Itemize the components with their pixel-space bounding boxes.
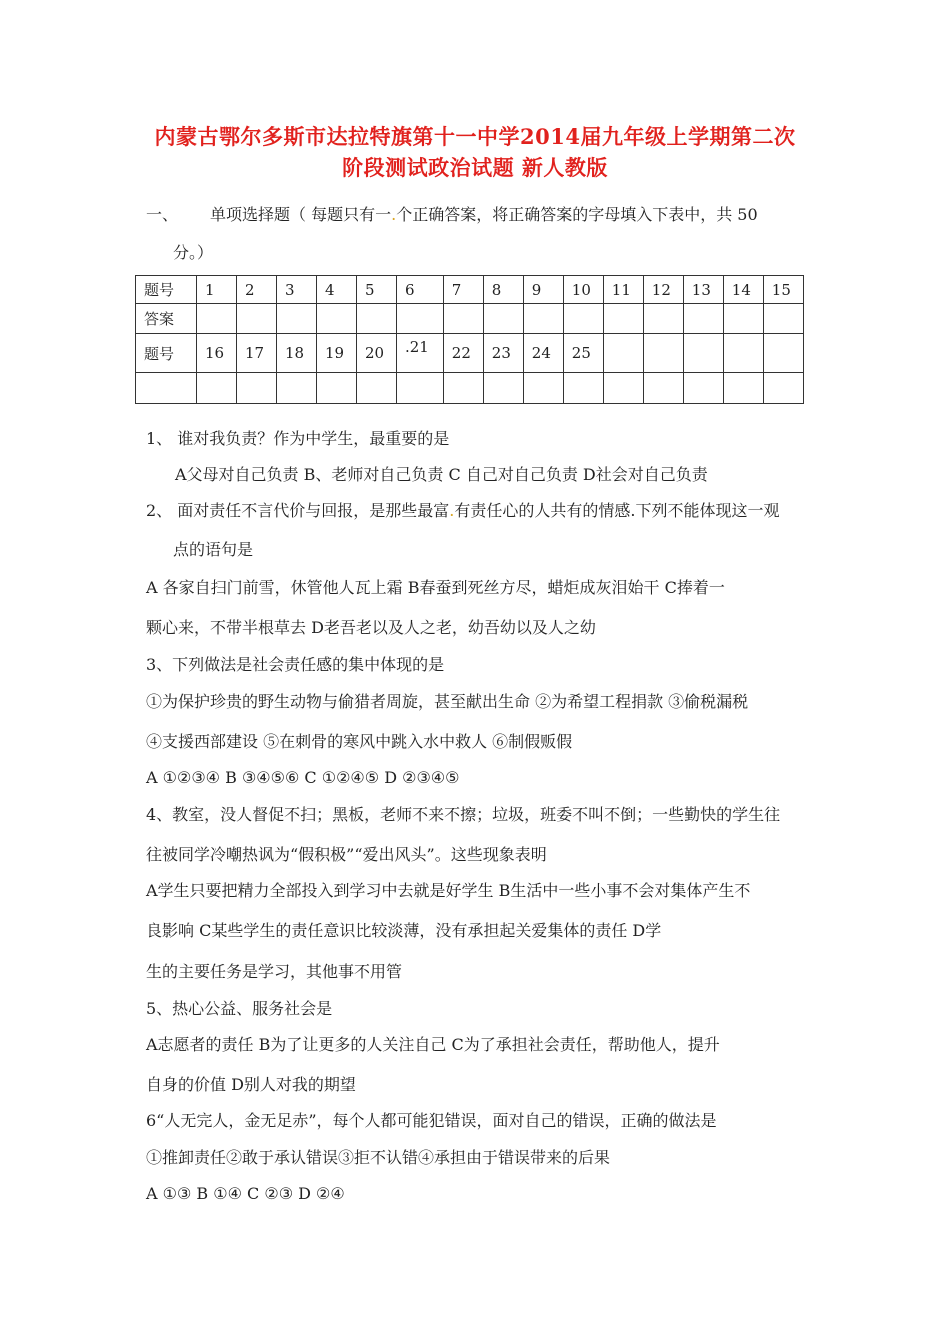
table-cell: 11 bbox=[603, 276, 643, 304]
table-cell: 8 bbox=[483, 276, 523, 304]
table-cell: 4 bbox=[317, 276, 357, 304]
table-cell: 7 bbox=[443, 276, 483, 304]
table-cell: 20 bbox=[357, 334, 397, 373]
table-cell bbox=[723, 334, 763, 373]
answer-cell[interactable] bbox=[443, 304, 483, 334]
question-4-l2: 往被同学冷嘲热讽为“假积极”“爱出风头”。这些现象表明 bbox=[146, 845, 547, 864]
table-cell: 13 bbox=[683, 276, 723, 304]
question-1-options: A父母对自己负责 B、老师对自己负责 C 自己对自己负责 D社会对自己负责 bbox=[175, 465, 708, 484]
table-cell: 6 bbox=[397, 276, 444, 304]
answer-cell[interactable] bbox=[603, 304, 643, 334]
answer-cell[interactable] bbox=[643, 304, 683, 334]
table-cell: 答案 bbox=[136, 304, 197, 334]
answer-cell[interactable] bbox=[277, 304, 317, 334]
q2-text-a: 2、 面对责任不言代价与回报，是那些最富 bbox=[146, 501, 450, 520]
answer-cell[interactable] bbox=[237, 304, 277, 334]
question-4-l3: A学生只要把精力全部投入到学习中去就是好学生 B生活中一些小事不会对集体产生不 bbox=[146, 881, 751, 900]
answer-cell[interactable] bbox=[523, 373, 563, 404]
section-text-a: 单项选择题（ 每题只有一 bbox=[210, 205, 392, 224]
answer-cell[interactable] bbox=[643, 373, 683, 404]
table-cell: 14 bbox=[723, 276, 763, 304]
table-cell: 15 bbox=[763, 276, 803, 304]
table-cell: 23 bbox=[483, 334, 523, 373]
table-cell: 12 bbox=[643, 276, 683, 304]
question-2-cont: 点的语句是 bbox=[173, 540, 254, 559]
table-cell: 16 bbox=[197, 334, 237, 373]
answer-cell[interactable] bbox=[397, 373, 444, 404]
answer-cell[interactable] bbox=[683, 373, 723, 404]
answer-cell[interactable] bbox=[763, 304, 803, 334]
question-5-l1: A志愿者的责任 B为了让更多的人关注自己 C为了承担社会责任，帮助他人，提升 bbox=[146, 1035, 720, 1054]
table-cell bbox=[763, 334, 803, 373]
question-5: 5、热心公益、服务社会是 bbox=[146, 999, 333, 1018]
section-number: 一、 bbox=[146, 205, 179, 224]
question-3-options: A ①②③④ B ③④⑤⑥ C ①②④⑤ D ②③④⑤ bbox=[146, 768, 460, 787]
question-2-options-2: 颗心来，不带半根草去 D老吾老以及人之老，幼吾幼以及人之幼 bbox=[146, 618, 596, 637]
question-4-l4: 良影响 C某些学生的责任意识比较淡薄，没有承担起关爱集体的责任 D学 bbox=[146, 921, 662, 940]
answer-cell[interactable] bbox=[603, 373, 643, 404]
answer-cell[interactable] bbox=[237, 373, 277, 404]
table-row bbox=[136, 334, 804, 373]
answer-cell[interactable] bbox=[197, 373, 237, 404]
question-6-options: A ①③ B ①④ C ②③ D ②④ bbox=[146, 1184, 345, 1203]
table-cell: 题号 bbox=[136, 334, 197, 373]
table-cell: 1 bbox=[197, 276, 237, 304]
dot-mark: . bbox=[391, 205, 397, 224]
table-cell: 25 bbox=[563, 334, 603, 373]
question-3-items-2: ④支援西部建设 ⑤在刺骨的寒风中跳入水中救人 ⑥制假贩假 bbox=[146, 732, 573, 751]
table-cell: 10 bbox=[563, 276, 603, 304]
answer-cell[interactable] bbox=[197, 304, 237, 334]
question-4-l1: 4、教室，没人督促不扫；黑板，老师不来不擦；垃圾，班委不叫不倒；一些勤快的学生往 bbox=[146, 805, 781, 824]
table-row bbox=[136, 276, 804, 304]
table-cell: 3 bbox=[277, 276, 317, 304]
answer-cell[interactable] bbox=[723, 304, 763, 334]
dot-mark: . bbox=[449, 501, 455, 520]
table-cell: 22 bbox=[443, 334, 483, 373]
answer-cell[interactable] bbox=[317, 373, 357, 404]
table-cell: .21 bbox=[397, 334, 444, 373]
question-2 bbox=[146, 501, 779, 521]
answer-cell[interactable] bbox=[357, 373, 397, 404]
answer-cell[interactable] bbox=[483, 304, 523, 334]
title-line-2: 阶段测试政治试题 新人教版 bbox=[342, 155, 608, 180]
question-4-l5: 生的主要任务是学习，其他事不用管 bbox=[146, 962, 403, 981]
table-cell: 24 bbox=[523, 334, 563, 373]
answer-cell[interactable] bbox=[136, 373, 197, 404]
title-line-1: 内蒙古鄂尔多斯市达拉特旗第十一中学2014届九年级上学期第二次 bbox=[154, 124, 796, 149]
question-1: 1、 谁对我负责？作为中学生，最重要的是 bbox=[146, 429, 450, 448]
question-6-items: ①推卸责任②敢于承认错误③拒不认错④承担由于错误带来的后果 bbox=[146, 1148, 611, 1167]
table-cell: 18 bbox=[277, 334, 317, 373]
question-5-l2: 自身的价值 D别人对我的期望 bbox=[146, 1075, 356, 1094]
question-3: 3、下列做法是社会责任感的集中体现的是 bbox=[146, 655, 445, 674]
table-cell bbox=[603, 334, 643, 373]
answer-cell[interactable] bbox=[443, 373, 483, 404]
question-6: 6“人无完人，金无足赤”，每个人都可能犯错误，面对自己的错误，正确的做法是 bbox=[146, 1111, 717, 1130]
answer-cell[interactable] bbox=[277, 373, 317, 404]
table-cell: 题号 bbox=[136, 276, 197, 304]
answer-cell[interactable] bbox=[357, 304, 397, 334]
section-text-c: 分。） bbox=[173, 243, 214, 262]
table-cell: 2 bbox=[237, 276, 277, 304]
table-cell: 5 bbox=[357, 276, 397, 304]
answer-cell[interactable] bbox=[483, 373, 523, 404]
section-text-b: 个正确答案，将正确答案的字母填入下表中，共 50 bbox=[396, 205, 758, 224]
q2-text-b: 有责任心的人共有的情感.下列不能体现这一观 bbox=[454, 501, 780, 520]
answer-cell[interactable] bbox=[683, 304, 723, 334]
table-cell bbox=[683, 334, 723, 373]
table-row bbox=[136, 304, 804, 334]
answer-cell[interactable] bbox=[523, 304, 563, 334]
table-row bbox=[136, 373, 804, 404]
answer-cell[interactable] bbox=[563, 304, 603, 334]
question-2-options-1: A 各家自扫门前雪，休管他人瓦上霜 B春蚕到死丝方尽，蜡炬成灰泪始干 C捧着一 bbox=[146, 578, 725, 597]
section-heading bbox=[210, 205, 758, 225]
answer-table bbox=[135, 275, 804, 404]
answer-cell[interactable] bbox=[317, 304, 357, 334]
table-cell: 9 bbox=[523, 276, 563, 304]
table-cell: 17 bbox=[237, 334, 277, 373]
answer-cell[interactable] bbox=[723, 373, 763, 404]
answer-cell[interactable] bbox=[397, 304, 444, 334]
question-3-items-1: ①为保护珍贵的野生动物与偷猎者周旋，甚至献出生命 ②为希望工程捐款 ③偷税漏税 bbox=[146, 692, 749, 711]
table-cell bbox=[643, 334, 683, 373]
answer-cell[interactable] bbox=[763, 373, 803, 404]
table-cell: 19 bbox=[317, 334, 357, 373]
answer-cell[interactable] bbox=[563, 373, 603, 404]
